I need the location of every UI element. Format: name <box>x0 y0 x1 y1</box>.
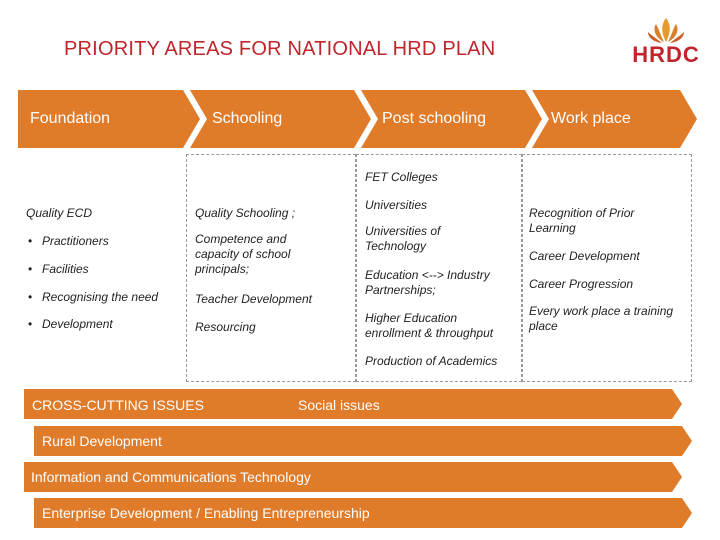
list-item: Universities <box>365 198 428 212</box>
list-item: Higher Education enrollment & throughput <box>365 311 494 340</box>
list-item: FET Colleges <box>365 170 438 184</box>
post-schooling-column <box>365 170 515 375</box>
list-item: • Recognising the need <box>42 290 158 305</box>
list-item: Resourcing <box>195 320 256 334</box>
foundation-heading: Quality ECD <box>26 206 93 220</box>
list-item: • Development <box>42 317 113 332</box>
list-item: Career Development <box>529 249 640 263</box>
band-label-social-issues: Social issues <box>298 397 380 413</box>
band-label: CROSS-CUTTING ISSUES <box>32 397 204 413</box>
stage-schooling: Schooling <box>212 110 283 127</box>
foundation-column <box>26 206 186 346</box>
list-item: Teacher Development <box>195 292 312 306</box>
list-item: • Facilities <box>42 262 89 277</box>
band-label: Rural Development <box>42 433 162 449</box>
stage-work-place: Work place <box>551 110 631 127</box>
hrdc-logo <box>626 16 706 72</box>
list-item: Competence and capacity of school principals; <box>195 232 291 276</box>
band-label: Enterprise Development / Enabling Entrepreneurship <box>42 505 370 521</box>
list-item: • Practitioners <box>42 234 109 249</box>
page-title: PRIORITY AREAS FOR NATIONAL HRD PLAN <box>64 38 496 60</box>
list-item: Career Progression <box>529 277 634 291</box>
list-item: Education <--> Industry Partnerships; <box>365 268 490 297</box>
stage-post-schooling: Post schooling <box>382 110 487 127</box>
list-item: Recognition of Prior Learning <box>529 206 635 235</box>
logo-text: HRDC <box>632 42 700 67</box>
list-item: Every work place a training place <box>529 304 674 333</box>
list-item: Production of Academics <box>365 354 498 368</box>
work-place-column <box>529 206 689 346</box>
stage-foundation: Foundation <box>30 110 111 127</box>
list-item: Quality Schooling ; <box>195 206 296 220</box>
schooling-column <box>195 206 345 346</box>
band-label: Information and Communications Technology <box>31 469 311 485</box>
list-item: Universities of Technology <box>365 224 441 253</box>
